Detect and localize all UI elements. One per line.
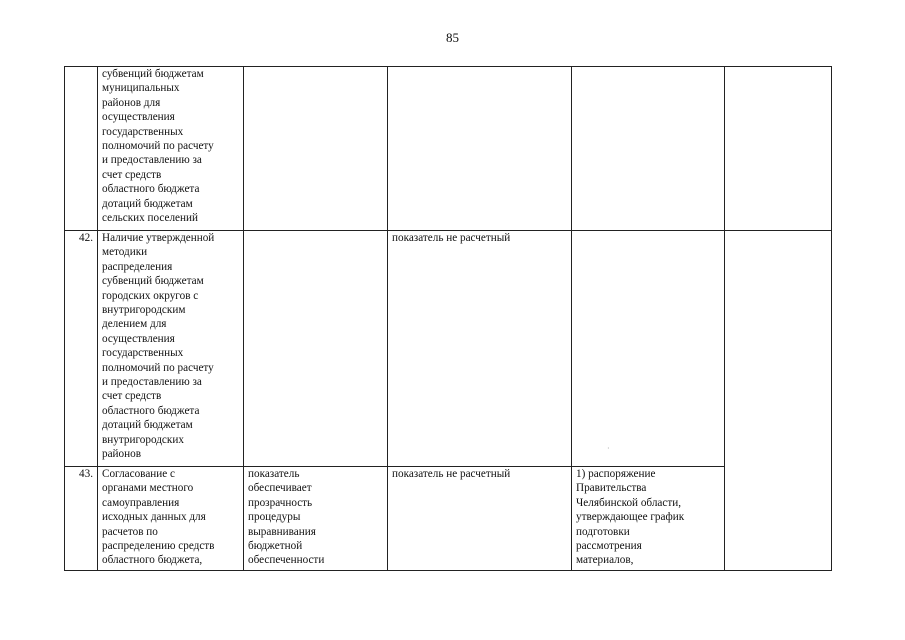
text-line: и предоставлению за (102, 154, 202, 167)
calculation-text (392, 231, 567, 245)
text-line: счет средств (102, 168, 162, 181)
indicators-table (64, 66, 832, 571)
document-text (576, 467, 720, 568)
table-row (65, 231, 832, 467)
row-number-cell (65, 67, 98, 231)
document-cell (572, 67, 725, 231)
text-line: районов для (102, 96, 161, 109)
text-line: счет средств (102, 390, 162, 403)
calculation-cell (388, 231, 572, 467)
text-line: 1) распоряжение (576, 468, 656, 480)
text-line: утверждающее график (576, 511, 685, 524)
text-line: подготовки (576, 525, 630, 538)
indicator-name-cell (98, 467, 244, 571)
text-line: районов (102, 448, 142, 461)
text-line: Челябинской области, (576, 496, 682, 509)
calculation-text (392, 467, 567, 481)
purpose-cell (244, 67, 388, 231)
text-line: сельских поселений (102, 212, 198, 225)
text-line: обеспеченности (248, 554, 325, 567)
text-line: Правительства (576, 482, 647, 495)
extra-cell (725, 231, 832, 571)
row-number-cell: 43. (65, 467, 98, 571)
text-line: показатель (248, 468, 300, 480)
page-number: 85 (446, 30, 459, 45)
text-line: расчетов по (102, 525, 158, 538)
purpose-cell (244, 231, 388, 467)
calculation-cell (388, 67, 572, 231)
text-line: полномочий по расчету (102, 361, 214, 374)
row-number-cell: 42. (65, 231, 98, 467)
text-line: городских округов с (102, 289, 199, 302)
indicator-name-cell (98, 67, 244, 231)
text-line: бюджетной (248, 540, 303, 553)
indicator-name-cell (98, 231, 244, 467)
text-line: и предоставлению за (102, 376, 202, 389)
text-line: внутригородским (102, 304, 186, 317)
text-line: субвенций бюджетам (102, 275, 204, 288)
purpose-cell (244, 467, 388, 571)
text-line: дотаций бюджетам (102, 197, 193, 210)
text-line: субвенций бюджетам (102, 68, 204, 80)
text-line: областного бюджета (102, 404, 200, 417)
text-line: органами местного (102, 482, 194, 495)
text-line: исходных данных для (102, 511, 206, 524)
text-line: выравнивания (248, 525, 316, 538)
document-cell (572, 467, 725, 571)
text-line: государственных (102, 125, 184, 138)
text-line: процедуры (248, 511, 301, 524)
text-line: внутригородских (102, 433, 184, 446)
text-line: прозрачность (248, 496, 313, 509)
text-line: показатель не расчетный (392, 232, 511, 244)
text-line: полномочий по расчету (102, 140, 214, 153)
text-line: осуществления (102, 111, 175, 124)
text-line: материалов, (576, 554, 634, 567)
table-row (65, 67, 832, 231)
text-line: Наличие утвержденной (102, 232, 215, 244)
text-line: рассмотрения (576, 540, 642, 553)
text-line: распределения (102, 260, 173, 273)
text-line: показатель не расчетный (392, 468, 511, 480)
text-line: осуществления (102, 332, 175, 345)
table-row (65, 467, 832, 571)
text-line: методики (102, 246, 148, 259)
document-cell (572, 231, 725, 467)
indicator-name-text (102, 231, 239, 462)
text-line: областного бюджета (102, 183, 200, 196)
scan-speck: · (607, 444, 610, 453)
text-line: Согласование с (102, 468, 175, 480)
text-line: обеспечивает (248, 482, 312, 495)
text-line: дотаций бюджетам (102, 419, 193, 432)
extra-cell (725, 67, 832, 231)
text-line: распределению средств (102, 540, 215, 553)
purpose-text (248, 467, 383, 568)
calculation-cell (388, 467, 572, 571)
text-line: муниципальных (102, 82, 180, 95)
indicator-name-text (102, 67, 239, 225)
indicator-name-text (102, 467, 239, 568)
text-line: областного бюджета, (102, 554, 203, 567)
text-line: самоуправления (102, 496, 180, 509)
text-line: государственных (102, 347, 184, 360)
text-line: делением для (102, 318, 167, 331)
